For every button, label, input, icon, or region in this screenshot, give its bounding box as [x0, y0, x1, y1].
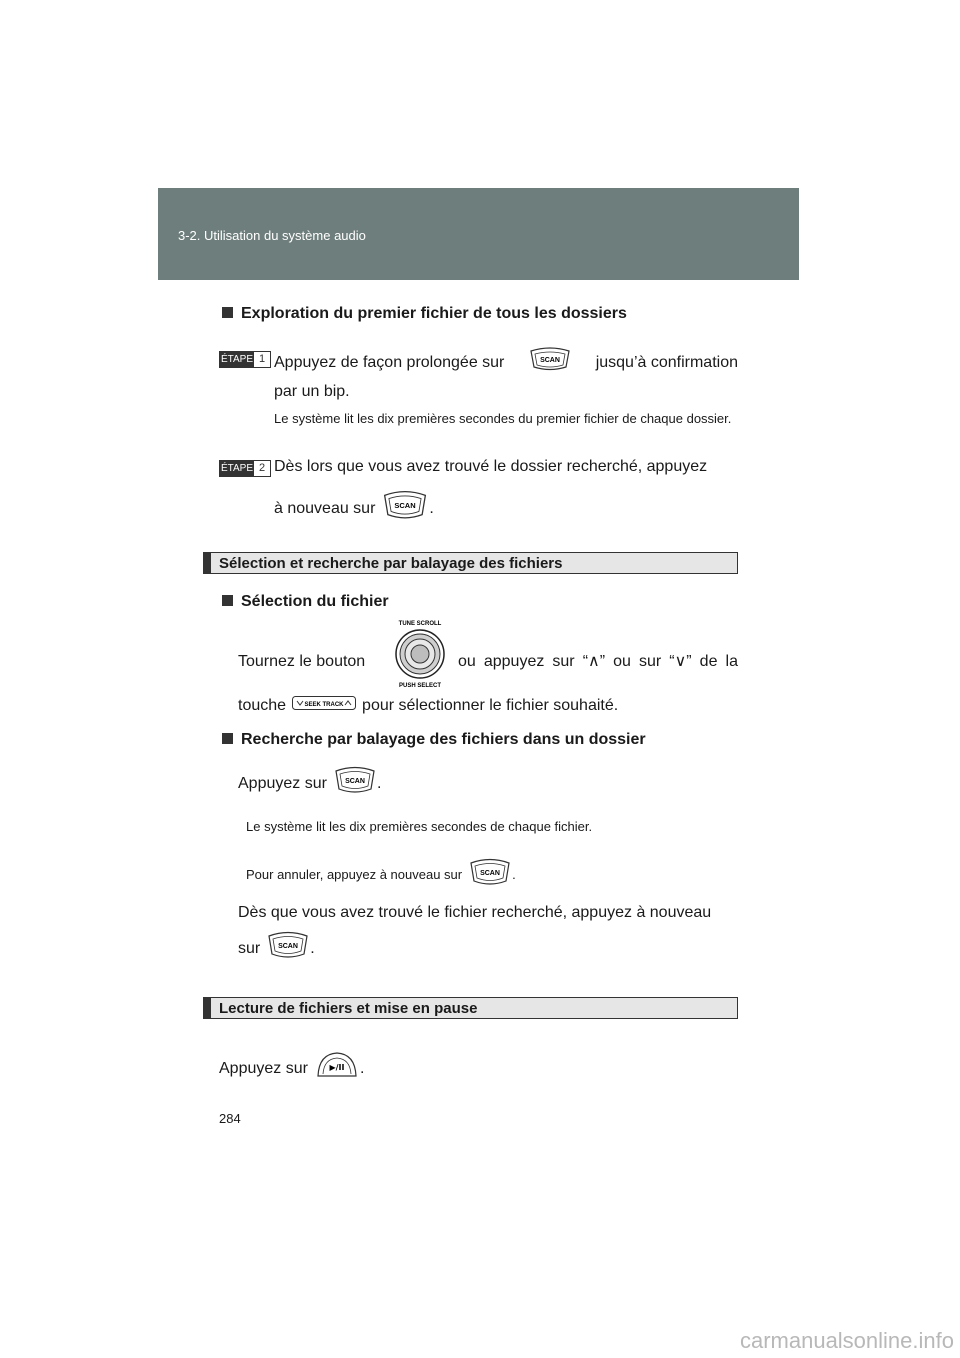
- step-badge-1: ÉTAPE 1: [219, 351, 271, 368]
- svg-text:SCAN: SCAN: [480, 870, 501, 877]
- step2-line2: à nouveau sur SCAN .: [274, 490, 434, 527]
- step1-line1: Appuyez de façon prolongée sur SCAN jusqu’à confirmation: [274, 347, 738, 378]
- step1-note: Le système lit les dix premières secondes du premier fichier de chaque dossier.: [274, 411, 732, 426]
- subheading-folder-scan: Recherche par balayage des fichiers dans un dossier: [222, 731, 646, 749]
- section-title-selection: Sélection et recherche par balayage des fichiers: [203, 552, 738, 574]
- subheading-scan-first-file: Exploration du premier fichier de tous les dossiers: [222, 305, 627, 323]
- svg-text:SCAN: SCAN: [540, 357, 560, 364]
- svg-text:PUSH SELECT: PUSH SELECT: [398, 683, 442, 689]
- subheading-file-selection: Sélection du fichier: [222, 593, 389, 611]
- svg-text:SCAN: SCAN: [394, 501, 417, 511]
- chapter-title: 3-2. Utilisation du système audio: [178, 228, 366, 243]
- svg-text:SEEK TRACK: SEEK TRACK: [304, 702, 344, 708]
- square-bullet-icon: [222, 307, 233, 318]
- square-bullet-icon: [222, 733, 233, 744]
- folder-scan-note2: Pour annuler, appuyez à nouveau sur SCAN .: [246, 858, 516, 891]
- play-pause-button-icon: [314, 1050, 360, 1087]
- selection-line1a: Tournez le bouton: [238, 653, 366, 670]
- svg-text:SCAN: SCAN: [278, 943, 299, 950]
- page-number: 284: [219, 1111, 241, 1126]
- play-pause-line: Appuyez sur ▶/II .: [219, 1050, 364, 1087]
- svg-text:SCAN: SCAN: [345, 778, 365, 785]
- seek-track-button-icon: [292, 695, 356, 717]
- selection-line2: touche SEEK TRACK pour sélectionner le fichier souhaité.: [238, 695, 618, 717]
- scan-button-icon: [381, 490, 429, 527]
- scan-button-icon: [333, 765, 377, 802]
- scan-button-icon: [266, 930, 310, 967]
- folder-scan-note1: Le système lit les dix premières secondes de chaque fichier.: [246, 819, 593, 834]
- chapter-header: [158, 188, 799, 280]
- section-title-play-pause: Lecture de fichiers et mise en pause: [203, 997, 738, 1019]
- step2-line1: Dès lors que vous avez trouvé le dossier recherché, appuyez: [274, 458, 708, 475]
- tune-scroll-knob-icon: [391, 617, 449, 689]
- svg-text:▶/II: ▶/II: [329, 1063, 345, 1072]
- step-badge-2: ÉTAPE 2: [219, 460, 271, 477]
- folder-scan-line2: Dès que vous avez trouvé le fichier recherché, appuyez à nouveau: [238, 904, 712, 921]
- folder-scan-line1: Appuyez sur SCAN .: [238, 765, 381, 802]
- svg-text:TUNE SCROLL: TUNE SCROLL: [398, 621, 442, 627]
- scan-button-icon: [528, 347, 572, 378]
- scan-button-icon: [468, 858, 512, 891]
- square-bullet-icon: [222, 595, 233, 606]
- watermark: carmanualsonline.info: [739, 1328, 954, 1353]
- step1-line2: par un bip.: [274, 383, 350, 400]
- selection-line1b: ou appuyez sur “∧” ou sur “∨” de la: [458, 653, 738, 670]
- folder-scan-line3: sur SCAN .: [238, 930, 315, 967]
